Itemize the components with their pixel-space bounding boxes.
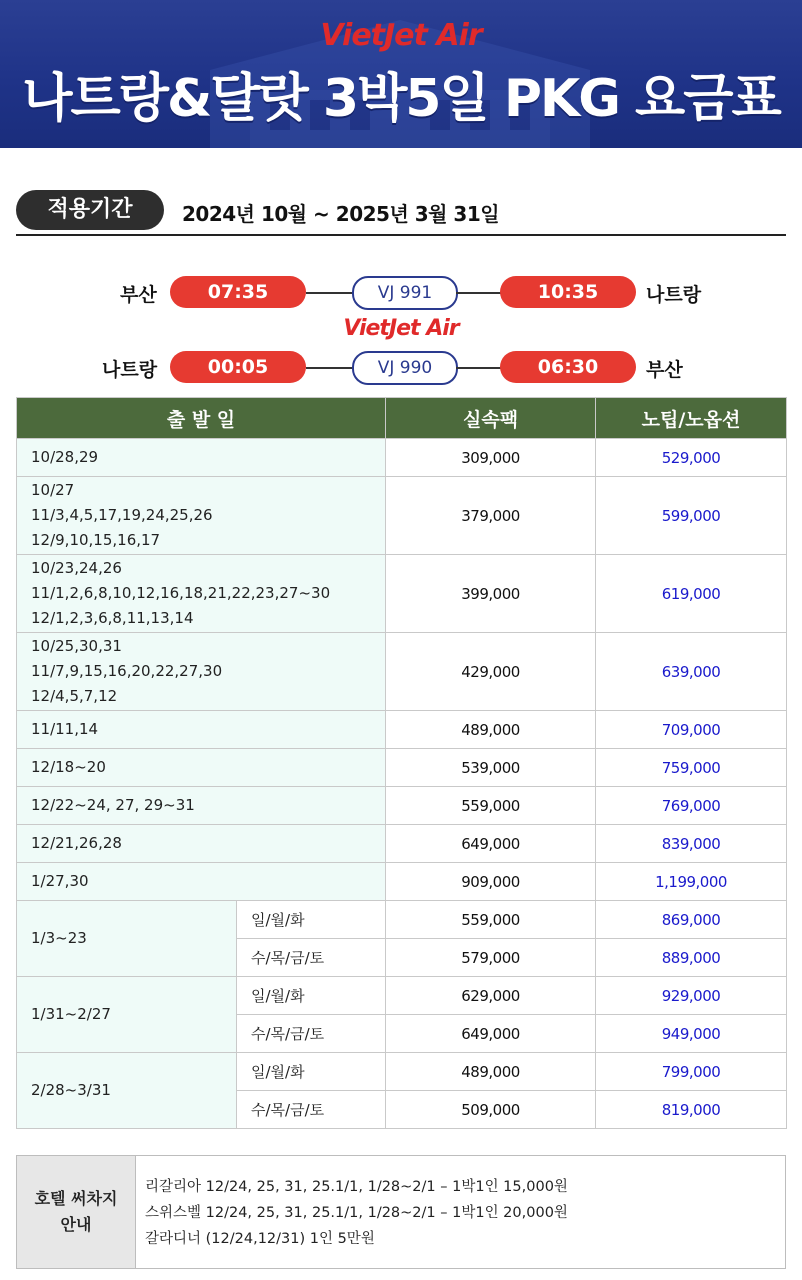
price-cell: 559,000 <box>386 901 596 939</box>
flight-code: VJ 990 <box>352 351 458 385</box>
date-range-cell: 1/31~2/27 <box>17 977 237 1053</box>
table-row <box>17 1053 787 1091</box>
origin-city: 나트랑 <box>102 359 158 381</box>
price-cell: 399,000 <box>386 555 596 633</box>
option-price-cell: 639,000 <box>596 633 787 711</box>
weekday-cell: 수/목/금/토 <box>237 1015 386 1053</box>
date-line: 11/1,2,6,8,10,12,16,18,21,22,23,27~30 <box>31 584 331 602</box>
destination-city: 나트랑 <box>646 284 702 306</box>
option-price-cell: 929,000 <box>596 977 787 1015</box>
date-range-cell: 1/3~23 <box>17 901 237 977</box>
price-cell: 509,000 <box>386 1091 596 1129</box>
table-row <box>17 787 787 825</box>
option-price-cell: 839,000 <box>596 825 787 863</box>
arrival-time: 10:35 <box>500 276 636 308</box>
date-line: 12/21,26,28 <box>31 834 122 852</box>
date-line: 10/23,24,26 <box>31 559 122 577</box>
date-line: 11/11,14 <box>31 720 99 738</box>
date-range-cell: 2/28~3/31 <box>17 1053 237 1129</box>
route-line <box>306 367 354 369</box>
table-row <box>17 749 787 787</box>
price-cell: 379,000 <box>386 477 596 555</box>
date-line: 12/9,10,15,16,17 <box>31 531 161 549</box>
vietjet-logo: VietJet Air <box>320 18 482 53</box>
weekday-cell: 수/목/금/토 <box>237 939 386 977</box>
arrival-time: 06:30 <box>500 351 636 383</box>
option-price-cell: 869,000 <box>596 901 787 939</box>
surcharge-line: 스위스벨 12/24, 25, 31, 25.1/1, 1/28~2/1 – 1박1인 20,000원 <box>145 1205 568 1221</box>
price-cell: 489,000 <box>386 711 596 749</box>
surcharge-label-line: 호텔 써차지 <box>34 1189 118 1208</box>
price-cell: 909,000 <box>386 863 596 901</box>
option-price-cell: 529,000 <box>596 439 787 477</box>
option-price-cell: 1,199,000 <box>596 863 787 901</box>
date-line: 10/28,29 <box>31 448 99 466</box>
option-price-cell: 709,000 <box>596 711 787 749</box>
flight-row-outbound <box>100 276 720 310</box>
table-row <box>17 825 787 863</box>
date-cell <box>17 477 386 555</box>
header-no-tip-option: 노팁/노옵션 <box>596 398 787 439</box>
price-cell: 649,000 <box>386 825 596 863</box>
route-line <box>456 367 502 369</box>
date-line: 1/27,30 <box>31 872 89 890</box>
date-cell <box>17 863 386 901</box>
date-line: 12/4,5,7,12 <box>31 687 118 705</box>
date-line: 12/1,2,3,6,8,11,13,14 <box>31 609 194 627</box>
route-line <box>306 292 354 294</box>
weekday-cell: 수/목/금/토 <box>237 1091 386 1129</box>
header-banner <box>0 0 802 148</box>
date-cell <box>17 633 386 711</box>
option-price-cell: 619,000 <box>596 555 787 633</box>
price-cell: 429,000 <box>386 633 596 711</box>
vietjet-logo-small: VietJet Air <box>343 316 459 341</box>
date-cell <box>17 825 386 863</box>
option-price-cell: 819,000 <box>596 1091 787 1129</box>
date-line: 11/7,9,15,16,20,22,27,30 <box>31 662 223 680</box>
price-cell: 489,000 <box>386 1053 596 1091</box>
header-departure-date: 출 발 일 <box>17 398 386 439</box>
surcharge-details <box>145 1174 568 1252</box>
price-cell: 579,000 <box>386 939 596 977</box>
period-range: 2024년 10월 ~ 2025년 3월 31일 <box>182 202 500 226</box>
header-basic-pack: 실속팩 <box>386 398 596 439</box>
destination-city: 부산 <box>646 359 683 381</box>
departure-time: 07:35 <box>170 276 306 308</box>
table-row <box>17 477 787 555</box>
surcharge-line: 리갈리아 12/24, 25, 31, 25.1/1, 1/28~2/1 – 1박1인 15,000원 <box>145 1179 568 1195</box>
table-row <box>17 633 787 711</box>
fare-table <box>16 397 787 1129</box>
table-row <box>17 439 787 477</box>
date-line: 10/27 <box>31 481 75 499</box>
surcharge-label <box>17 1156 136 1268</box>
option-price-cell: 949,000 <box>596 1015 787 1053</box>
page-title: 나트랑&달랏 3박5일 PKG 요금표 <box>22 69 780 129</box>
date-line: 12/18~20 <box>31 758 106 776</box>
price-cell: 629,000 <box>386 977 596 1015</box>
option-price-cell: 759,000 <box>596 749 787 787</box>
date-cell <box>17 439 386 477</box>
table-row <box>17 555 787 633</box>
price-cell: 559,000 <box>386 787 596 825</box>
date-cell <box>17 711 386 749</box>
price-cell: 649,000 <box>386 1015 596 1053</box>
hotel-surcharge-box <box>16 1155 786 1269</box>
table-row <box>17 977 787 1015</box>
surcharge-label-line: 안내 <box>60 1215 92 1234</box>
period-label: 적용기간 <box>16 190 164 230</box>
table-row <box>17 863 787 901</box>
date-line: 11/3,4,5,17,19,24,25,26 <box>31 506 213 524</box>
origin-city: 부산 <box>120 284 157 306</box>
price-cell: 539,000 <box>386 749 596 787</box>
flight-code: VJ 991 <box>352 276 458 310</box>
table-row <box>17 711 787 749</box>
option-price-cell: 889,000 <box>596 939 787 977</box>
date-cell <box>17 555 386 633</box>
date-cell <box>17 749 386 787</box>
date-cell <box>17 787 386 825</box>
weekday-cell: 일/월/화 <box>237 901 386 939</box>
table-header-row <box>17 398 787 439</box>
option-price-cell: 769,000 <box>596 787 787 825</box>
departure-time: 00:05 <box>170 351 306 383</box>
table-row <box>17 901 787 939</box>
period-row <box>16 190 786 236</box>
weekday-cell: 일/월/화 <box>237 1053 386 1091</box>
flight-row-return <box>100 351 720 385</box>
price-cell: 309,000 <box>386 439 596 477</box>
route-line <box>456 292 502 294</box>
option-price-cell: 799,000 <box>596 1053 787 1091</box>
surcharge-line: 갈라디너 (12/24,12/31) 1인 5만원 <box>145 1231 375 1247</box>
option-price-cell: 599,000 <box>596 477 787 555</box>
weekday-cell: 일/월/화 <box>237 977 386 1015</box>
date-line: 12/22~24, 27, 29~31 <box>31 796 195 814</box>
date-line: 10/25,30,31 <box>31 637 122 655</box>
